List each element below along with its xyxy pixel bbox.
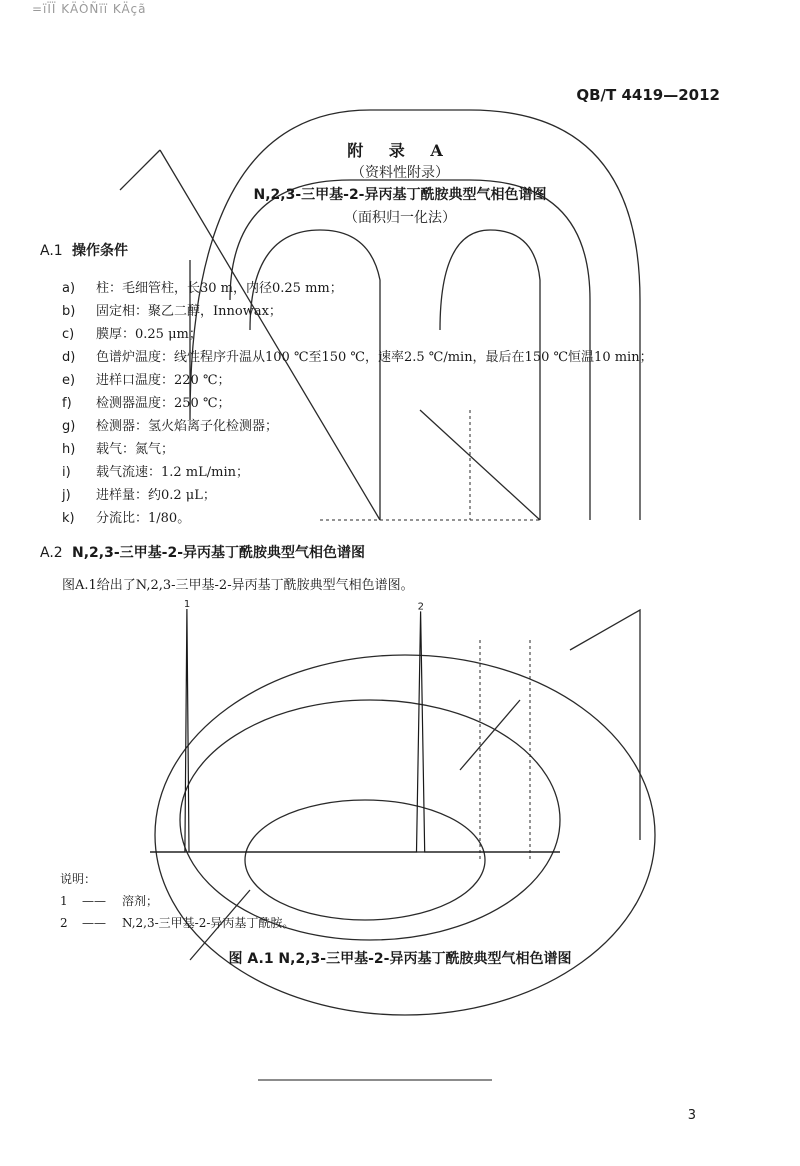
condition-text: 色谱炉温度：线性程序升温从100 ℃至150 ℃，速率2.5 ℃/min，最后在150 ℃恒温10 min；	[96, 350, 653, 365]
appendix-title: 附 录 A	[347, 141, 453, 160]
peak-label: 1	[183, 600, 191, 610]
legend-num: 2	[60, 916, 68, 930]
condition-text: 载气流速：1.2 mL/min；	[96, 465, 250, 480]
condition-mark: c)	[62, 327, 75, 342]
document-number: QB/T 4419—2012	[576, 86, 720, 104]
condition-mark: a)	[62, 281, 76, 296]
condition-item	[62, 277, 343, 296]
chromatogram-trace	[150, 609, 560, 852]
footer-rule	[258, 1078, 492, 1082]
condition-text: 载气：氮气；	[96, 442, 175, 457]
legend-heading: 说明：	[60, 872, 97, 886]
figure-caption: 图 A.1 N,2,3-三甲基-2-异丙基丁酰胺典型气相色谱图	[228, 951, 572, 967]
condition-text: 检测器：氢火焰离子化检测器；	[96, 419, 279, 434]
condition-item	[62, 415, 278, 434]
section-title: 操作条件	[72, 243, 128, 259]
condition-mark: d)	[62, 350, 76, 365]
section-number: A.1	[40, 243, 63, 259]
condition-text: 柱：毛细管柱，长30 m，内径0.25 mm；	[96, 281, 343, 296]
appendix-type: （资料性附录）	[351, 165, 449, 181]
section-title: N,2,3-三甲基-2-异丙基丁酰胺典型气相色谱图	[72, 545, 366, 561]
condition-text: 进样口温度：220 ℃；	[96, 373, 231, 388]
condition-mark: k)	[62, 511, 75, 526]
condition-mark: j)	[62, 488, 71, 503]
condition-mark: h)	[62, 442, 76, 457]
page-number: 3	[687, 1108, 696, 1123]
condition-mark: e)	[62, 373, 76, 388]
condition-item	[62, 484, 216, 503]
section-a1-heading	[40, 240, 128, 260]
condition-text: 分流比：1/80。	[96, 511, 191, 526]
appendix-method: （面积归一化法）	[344, 210, 456, 226]
peak-label: 2	[417, 601, 424, 613]
condition-item	[62, 507, 190, 526]
condition-text: 膜厚：0.25 μm；	[96, 327, 202, 342]
condition-mark: g)	[62, 419, 76, 434]
condition-item	[62, 461, 249, 480]
condition-mark: i)	[62, 465, 71, 480]
condition-item	[62, 300, 282, 319]
condition-mark: b)	[62, 304, 76, 319]
legend-item	[60, 892, 158, 909]
condition-item	[62, 392, 231, 411]
condition-text: 固定相：聚乙二醇，Innowax；	[96, 304, 282, 319]
condition-item	[62, 346, 653, 365]
legend-num: 1	[60, 894, 68, 908]
condition-mark: f)	[62, 396, 72, 411]
legend-dash: ——	[82, 894, 106, 908]
condition-text: 进样量：约0.2 μL；	[96, 488, 216, 503]
header-garbled-text: =ïÏÏ KÄÒÑïï KÄçã	[32, 2, 147, 16]
section-number: A.2	[40, 545, 63, 561]
chromatogram-chart	[140, 600, 560, 860]
legend-dash: ——	[82, 916, 106, 930]
legend-item	[60, 914, 294, 931]
legend-text: 溶剂；	[122, 894, 159, 908]
section-a2-heading	[40, 542, 365, 562]
legend-text: N,2,3-三甲基-2-异丙基丁酰胺。	[122, 916, 295, 930]
condition-item	[62, 438, 174, 457]
condition-item	[62, 323, 202, 342]
condition-text: 检测器温度：250 ℃；	[96, 396, 231, 411]
appendix-name: N,2,3-三甲基-2-异丙基丁酰胺典型气相色谱图	[253, 187, 547, 203]
condition-item	[62, 369, 231, 388]
section-a2-body: 图A.1给出了N,2,3-三甲基-2-异丙基丁酰胺典型气相色谱图。	[62, 578, 414, 593]
